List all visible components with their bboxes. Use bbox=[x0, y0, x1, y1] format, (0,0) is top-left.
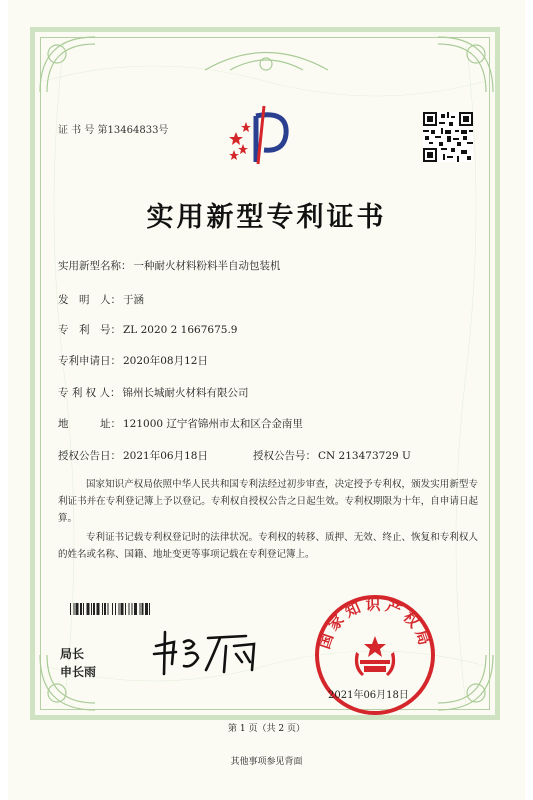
barcode-bar bbox=[121, 603, 124, 615]
field-announcement-number bbox=[253, 448, 411, 463]
field-value: 2020年08月12日 bbox=[123, 355, 208, 367]
field-utility-model-name bbox=[58, 258, 281, 273]
qr-code bbox=[423, 112, 473, 162]
barcode-bar bbox=[149, 603, 150, 615]
barcode-bar bbox=[125, 603, 126, 615]
barcode-bar bbox=[142, 603, 144, 615]
barcode-bar bbox=[128, 603, 129, 615]
signature-title: 局长 bbox=[60, 647, 85, 661]
corner-ornament-top-right bbox=[428, 32, 498, 102]
barcode-bar bbox=[70, 603, 71, 615]
field-value: 2021年06月18日 bbox=[123, 450, 208, 462]
field-value: 一种耐火材料粉料半自动包装机 bbox=[133, 260, 281, 272]
field-label: 专 利 权 人： bbox=[58, 387, 121, 399]
barcode-bar bbox=[83, 603, 84, 615]
back-page-note: 其他事项参见背面 bbox=[230, 757, 303, 767]
barcode-bar bbox=[139, 603, 140, 615]
field-label: 发 明 人： bbox=[58, 294, 121, 306]
field-grant-date bbox=[58, 448, 208, 463]
field-label: 授权公告日： bbox=[58, 450, 121, 462]
barcode-bar bbox=[73, 603, 74, 615]
field-value: 121000 辽宁省锦州市太和区合金南里 bbox=[123, 418, 303, 430]
barcode-bar bbox=[104, 603, 106, 615]
patent-office-logo bbox=[226, 98, 296, 170]
barcode-bar bbox=[134, 603, 137, 615]
barcode-bar bbox=[80, 603, 82, 615]
document-title: 实用新型专利证书 bbox=[146, 202, 387, 233]
corner-ornament-bottom-right bbox=[428, 645, 498, 715]
field-value: 于涵 bbox=[123, 294, 144, 306]
field-address bbox=[58, 416, 303, 431]
field-patentee bbox=[58, 385, 249, 400]
barcode-bar bbox=[102, 603, 103, 615]
barcode-bar bbox=[118, 603, 119, 615]
certificate-number: 证 书 号 第13464833号 bbox=[58, 125, 169, 136]
barcode-bar bbox=[87, 603, 90, 615]
barcode-bar bbox=[112, 603, 113, 615]
barcode-bar bbox=[115, 603, 116, 615]
signature-name: 申长雨 bbox=[60, 665, 97, 679]
field-value: 锦州长城耐火材料有限公司 bbox=[122, 387, 249, 399]
field-application-date bbox=[58, 353, 208, 368]
seal-text: 国家知识产权局 bbox=[315, 595, 435, 652]
director-signature bbox=[150, 628, 270, 676]
barcode-bar bbox=[145, 603, 148, 615]
field-label: 专利申请日： bbox=[58, 355, 121, 367]
field-inventor bbox=[58, 292, 144, 307]
field-patent-number bbox=[58, 322, 237, 337]
field-value: CN 213473729 U bbox=[318, 450, 411, 462]
barcode-bar bbox=[96, 603, 99, 615]
field-label: 授权公告号： bbox=[253, 450, 316, 462]
barcode-bar bbox=[91, 603, 92, 615]
top-ornament bbox=[200, 40, 333, 80]
legal-status-note: 专利证书记载专利权登记时的法律状况。专利权的转移、质押、无效、终止、恢复和专利权人的姓名或名称、国籍、地址变更等事项记载在专利登记簿上。 bbox=[58, 532, 478, 560]
barcode-bar bbox=[132, 603, 133, 615]
barcode-bar bbox=[93, 603, 95, 615]
field-label: 实用新型名称： bbox=[58, 260, 132, 272]
grant-statement: 国家知识产权局依照中华人民共和国专利法经过初步审查，决定授予专利权，颁发实用新型专利证书并在专利登记簿上予以登记。专利权自授权公告之日起生效。专利权期限为十年，自申请日起算。 bbox=[58, 479, 478, 524]
seal-date: 2021年06月18日 bbox=[328, 690, 409, 701]
corner-ornament-top-left bbox=[35, 32, 105, 102]
field-label: 地 址： bbox=[58, 418, 121, 430]
barcode bbox=[70, 603, 220, 615]
field-label: 专 利 号： bbox=[58, 324, 121, 336]
barcode-bar bbox=[76, 603, 79, 615]
page-indicator: 第 1 页（共 2 页） bbox=[228, 724, 305, 734]
barcode-bar bbox=[107, 603, 108, 615]
field-value: ZL 2020 2 1667675.9 bbox=[123, 324, 238, 336]
